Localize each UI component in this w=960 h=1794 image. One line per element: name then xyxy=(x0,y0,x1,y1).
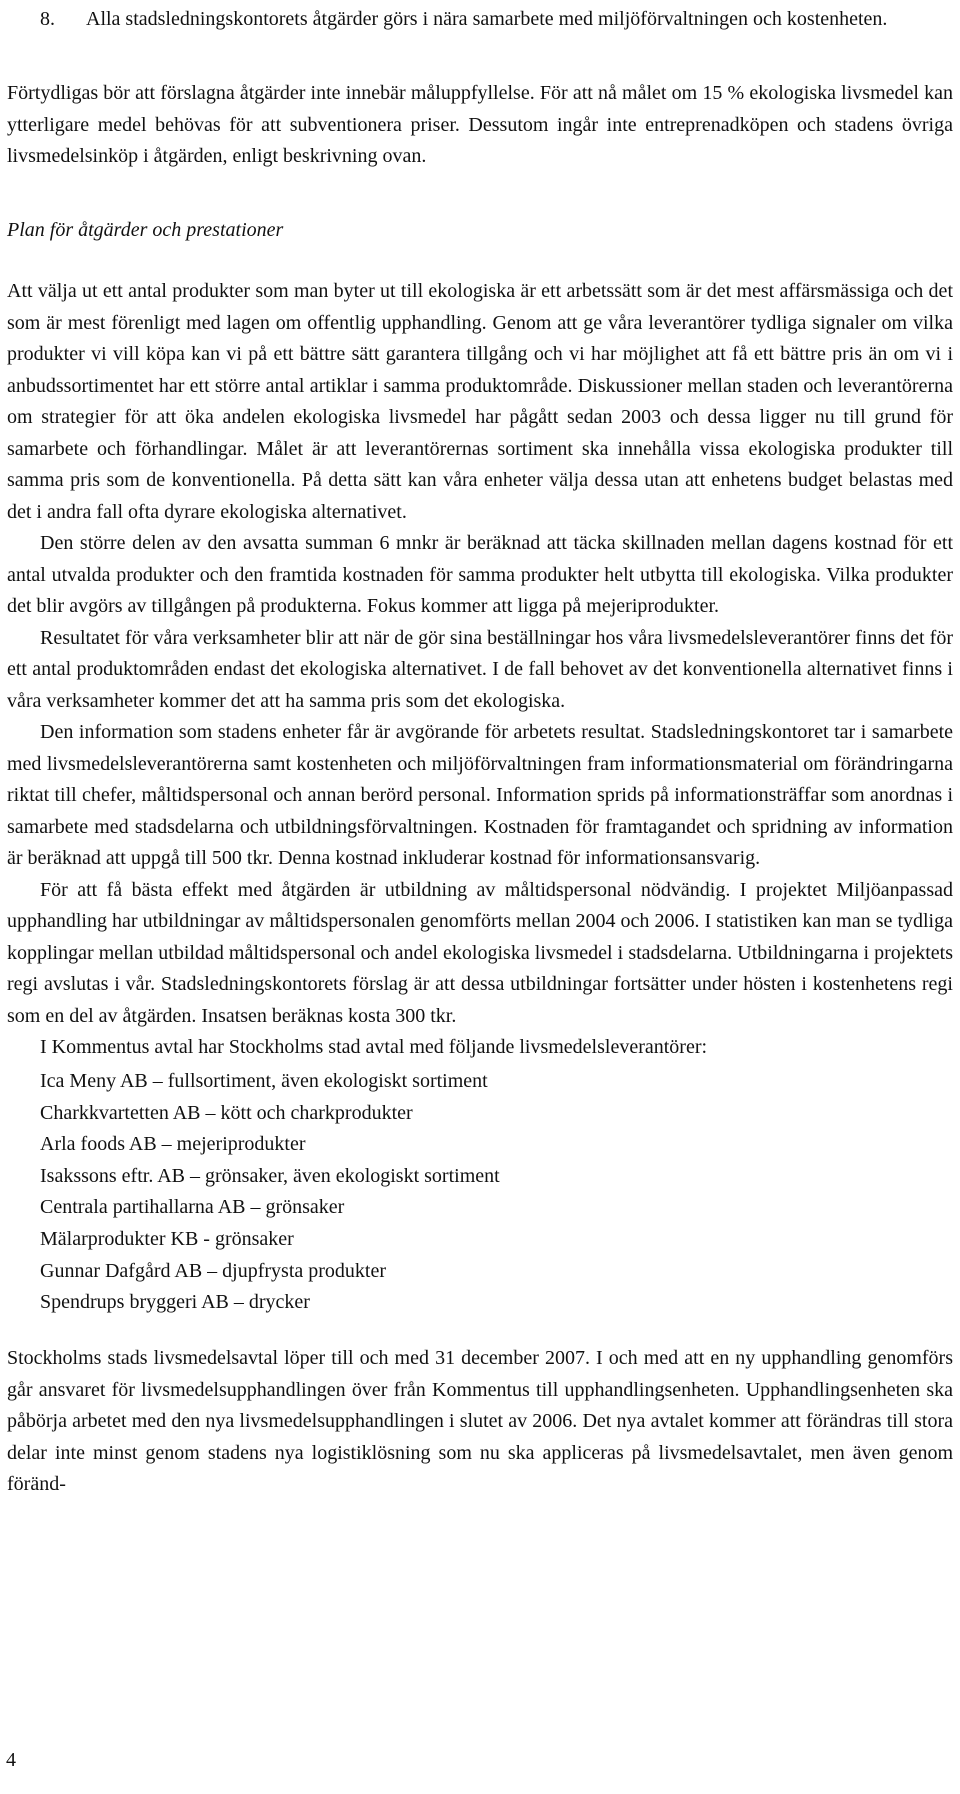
paragraph-3: Resultatet för våra verksamheter blir att när de gör sina beställningar hos våra livsmedelsleverantörer finns det för ett antal produktområden endast det ekologiska alternativet. I de fall behovet av det konventionella alternativet finns i våra verksamheter kommer det att ha samma pris som det ekologiska. xyxy=(7,626,953,712)
supplier-item: Gunnar Dafgård AB – djupfrysta produkter xyxy=(40,1259,387,1282)
supplier-item: Mälarprodukter KB - grönsaker xyxy=(40,1227,294,1250)
item-text: Alla stadsledningskontorets åtgärder görs i nära samarbete med miljöförvaltningen och kostenheten. xyxy=(86,8,888,30)
intro-paragraph: Förtydligas bör att förslagna åtgärder inte innebär måluppfyllelse. För att nå målet om 15 % ekologiska livsmedel kan ytterligare medel behövas för att subventionera priser. Dessutom ingår inte entreprenadköpen och stadens övriga livsmedelsinköp i åtgärden, enligt beskrivning ovan. xyxy=(7,82,953,167)
page-number: 4 xyxy=(6,1749,16,1771)
supplier-item: Ica Meny AB – fullsortiment, även ekologiskt sortiment xyxy=(40,1070,488,1092)
supplier-item: Charkkvartetten AB – kött och charkprodukter xyxy=(40,1101,413,1124)
body-paragraphs xyxy=(7,276,953,1064)
supplier-item: Centrala partihallarna AB – grönsaker xyxy=(40,1196,345,1219)
numbered-item-8 xyxy=(7,3,953,35)
closing-paragraph: Stockholms stads livsmedelsavtal löper till och med 31 december 2007. I och med att en ny upphandling genomförs går ansvaret för livsmedelsupphandlingen över från Kommentus till upphandlingsenheten. Upphandlingsenheten ska påbörja arbetet med den nya livsmedelsupphandlingen i slutet av 2006. Det nya avtalet kommer att förändras till stora delar inte minst genom stadens nya logistiklösning som nu ska appliceras på livsmedelsavtalet, men även genom föränd- xyxy=(7,1347,953,1495)
supplier-item: Arla foods AB – mejeriprodukter xyxy=(40,1133,306,1156)
paragraph-1: Att välja ut ett antal produkter som man byter ut till ekologiska är ett arbetssätt som är det mest affärsmässiga och det som är mest förenligt med lagen om offentlig upphandling. Genom att ge våra leverantörer tydliga signaler om vilka produkter vi vill köpa kan vi på ett bättre sätt garantera tillgång och vi har möjlighet att få ett bättre pris än om vi i anbudssortimentet har ett större antal artiklar i samma produktområde. Diskussioner mellan staden och leverantörerna om strategier för att öka andelen ekologiska livsmedel har pågått sedan 2003 och dessa ligger nu till grund för samarbete och förhandlingar. Målet är att leverantörernas sortiment ska innehålla vissa ekologiska produkter till samma pris som de konventionella. På detta sätt kan våra enheter välja dessa utan att enhetens budget belastas med det i andra fall ofta dyrare ekologiska alternativet. xyxy=(7,280,953,523)
intro-paragraph-block xyxy=(7,78,953,173)
paragraph-5: För att få bästa effekt med åtgärden är utbildning av måltidspersonal nödvändig. I projektet Miljöanpassad upphandling har utbildningar av måltidspersonalen genomförts mellan 2004 och 2006. I statistiken kan man se tydliga kopplingar mellan utbildad måltidspersonal och andel ekologiska livsmedel i stadsdelarna. Utbildningarna i projektets regi avslutas i vår. Stadsledningskontorets förslag är att dessa utbildningar fortsätter under hösten i kostenhetens regi som en del av åtgärden. Insatsen beräknas kosta 300 tkr. xyxy=(7,878,953,1027)
closing-paragraph-block xyxy=(7,1343,953,1501)
paragraph-6: I Kommentus avtal har Stockholms stad avtal med följande livsmedelsleverantörer: xyxy=(40,1036,708,1058)
paragraph-4: Den information som stadens enheter får är avgörande för arbetets resultat. Stadsledningskontoret tar i samarbete med livsmedelsleverantörerna samt kostenheten och miljöförvaltningen fram informationsmaterial om förändringarna riktat till chefer, måltidspersonal och annan berörd personal. Information sprids på informationsträffar som anordnas i samarbete med stadsdelarna och utbildningsförvaltningen. Kostnaden för framtagandet och spridning av information är beräknad att uppgå till 500 tkr. Denna kostnad inkluderar kostnad för informationsansvarig. xyxy=(7,721,953,869)
supplier-item: Isakssons eftr. AB – grönsaker, även ekologiskt sortiment xyxy=(40,1164,500,1187)
paragraph-2: Den större delen av den avsatta summan 6 mnkr är beräknad att täcka skillnaden mellan dagens kostnad för ett antal utvalda produkter och den framtida kostnaden för samma produkter helt utbytta till ekologiska. Vilka produkter det blir avgörs av tillgången på produkterna. Fokus kommer att ligga på mejeriprodukter. xyxy=(7,532,953,617)
supplier-item: Spendrups bryggeri AB – drycker xyxy=(40,1291,310,1314)
section-heading: Plan för åtgärder och prestationer xyxy=(7,219,284,241)
item-number: 8. xyxy=(40,8,55,30)
supplier-list xyxy=(40,1066,500,1319)
